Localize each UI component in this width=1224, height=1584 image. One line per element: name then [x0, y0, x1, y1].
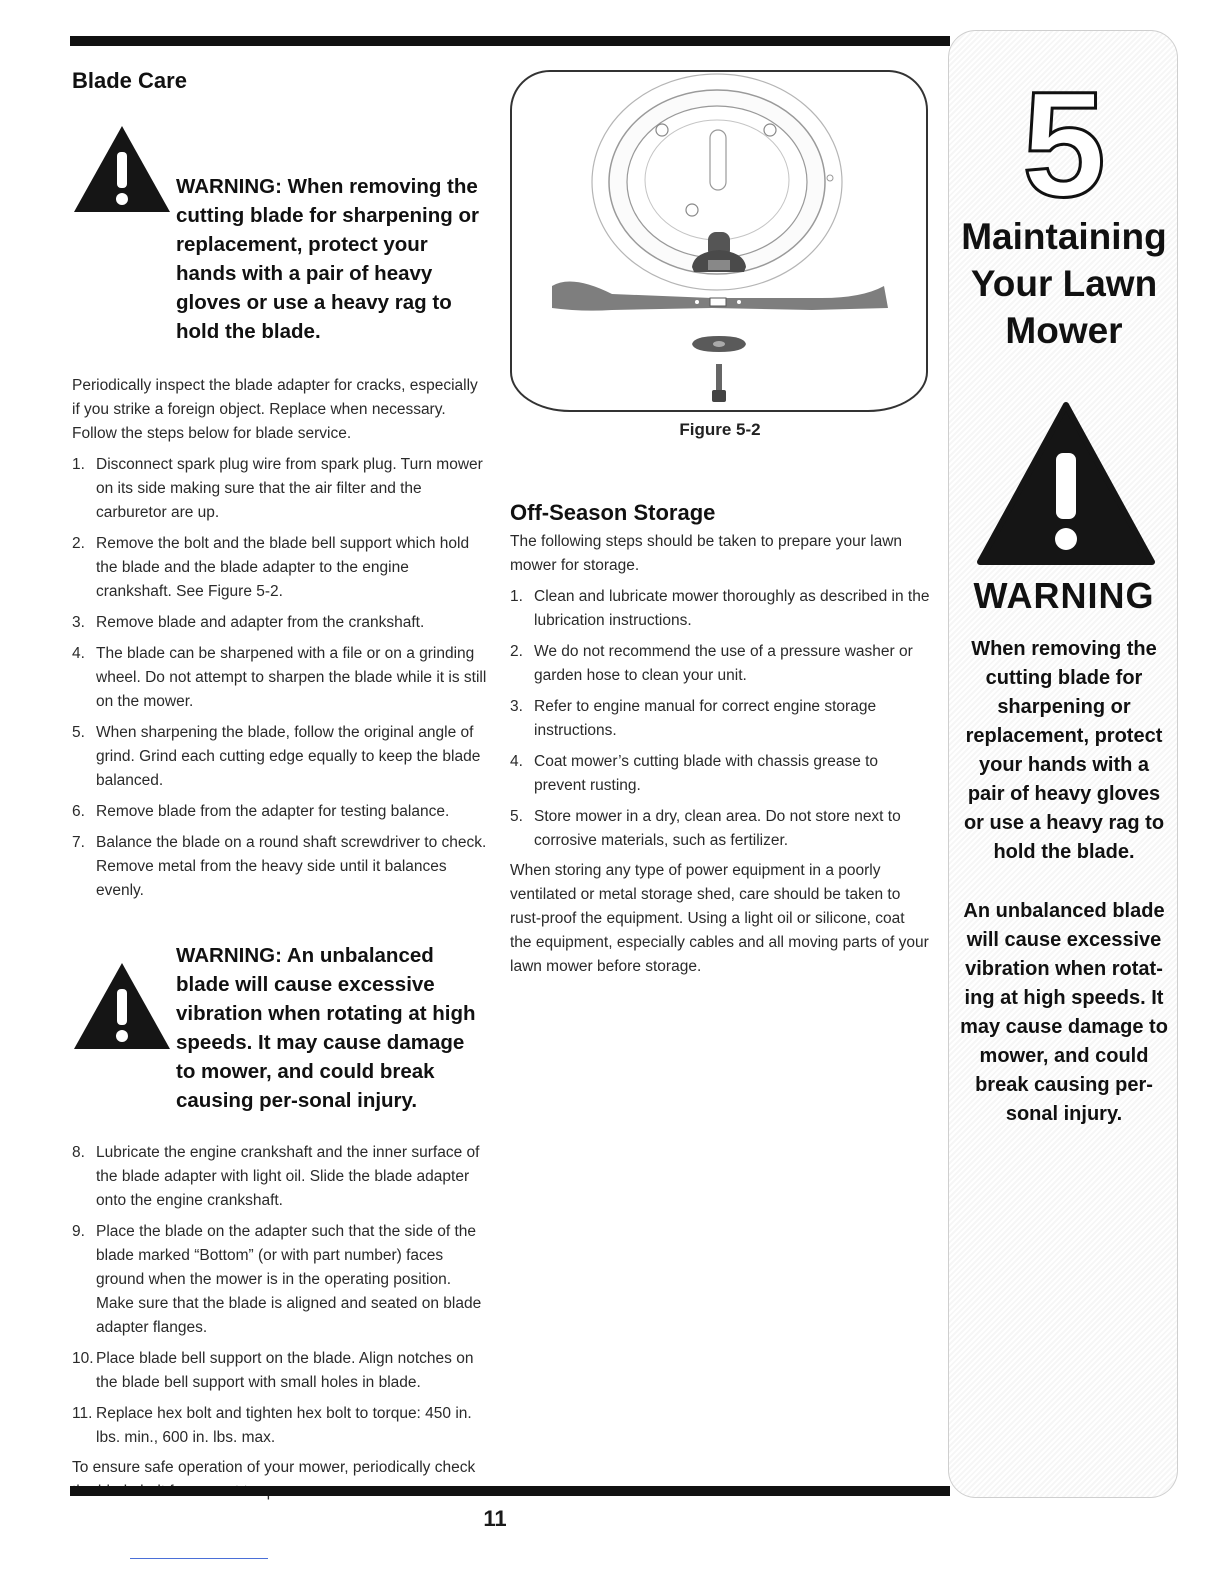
list-item-number: 1.	[510, 588, 523, 605]
list-item-text: The blade can be sharpened with a file or on a grinding wheel. Do not attempt to sharpen the blade while it is still on the mower.	[96, 645, 487, 710]
warning-triangle-icon	[72, 124, 172, 214]
warning-block-1	[72, 114, 487, 346]
off-season-intro: The following steps should be taken to prepare your lawn mower for storage.	[510, 533, 903, 574]
list-item	[72, 1402, 487, 1450]
sidebar-warning-text-1: When removing the cutting blade for sharpening or replacement, protect your hands with a pair of heavy gloves or use a heavy rag to hold the blade.	[963, 638, 1165, 863]
list-item-number: 2.	[510, 643, 523, 660]
list-item	[72, 831, 487, 903]
list-item-text: When sharpening the blade, follow the original angle of grind. Grind each cutting edge equally to keep the blade balanced.	[96, 724, 481, 789]
list-item	[72, 642, 487, 714]
list-item-number: 5.	[72, 724, 85, 741]
chapter-sidebar	[948, 30, 1178, 1498]
chapter-number: 5	[1022, 76, 1106, 206]
list-item-text: Balance the blade on a round shaft screwdriver to check. Remove metal from the heavy side until it balances evenly.	[96, 834, 487, 899]
list-item	[72, 721, 487, 793]
list-item-number: 3.	[510, 698, 523, 715]
list-item	[72, 800, 487, 824]
list-item-number: 9.	[72, 1223, 85, 1240]
list-item	[510, 695, 930, 743]
list-item	[510, 750, 930, 798]
warning-block-2	[72, 941, 487, 1115]
blade-care-heading: Blade Care	[72, 68, 187, 93]
list-item-text: Coat mower’s cutting blade with chassis grease to prevent rusting.	[534, 753, 879, 794]
page-number: 11	[483, 1506, 507, 1531]
blade-assembly-illustration	[512, 72, 928, 412]
list-item	[72, 532, 487, 604]
sidebar-warning-text-2: An unbalanced blade will cause excessive vibration when rotat-ing at high speeds. It may cause damage to mower, and could break causing per-sonal injury.	[960, 900, 1168, 1125]
blade-care-column	[72, 68, 487, 1504]
list-item-number: 4.	[72, 645, 85, 662]
blade-care-intro: Periodically inspect the blade adapter for cracks, especially if you strike a foreign object. Replace when necessary. Follow the steps below for blade service.	[72, 377, 478, 442]
storage-steps-list	[510, 585, 930, 853]
top-rule	[70, 36, 950, 46]
list-item-text: Lubricate the engine crankshaft and the inner surface of the blade adapter with light oil. Slide the blade adapter onto the engine crankshaft.	[96, 1144, 480, 1209]
chapter-title: Maintaining Your Lawn Mower	[961, 216, 1167, 351]
list-item-text: Refer to engine manual for correct engine storage instructions.	[534, 698, 877, 739]
off-season-heading: Off-Season Storage	[510, 500, 716, 525]
footer-link-underline	[130, 1558, 268, 1559]
off-season-closing: When storing any type of power equipment in a poorly ventilated or metal storage shed, care should be taken to rust-proof the equipment. Using a light oil or silicone, coat the equipment, especially cables and all moving parts of your lawn mower before storage.	[510, 862, 929, 975]
list-item-number: 5.	[510, 808, 523, 825]
list-item-number: 6.	[72, 803, 85, 820]
blade-steps-list-continued	[72, 1141, 487, 1450]
list-item	[510, 640, 930, 688]
list-item-number: 4.	[510, 753, 523, 770]
list-item	[72, 1220, 487, 1340]
list-item	[72, 453, 487, 525]
figure-caption: Figure 5-2	[679, 420, 761, 439]
blade-steps-list	[72, 453, 487, 903]
list-item-text: We do not recommend the use of a pressure washer or garden hose to clean your unit.	[534, 643, 913, 684]
list-item-text: Remove blade and adapter from the crankshaft.	[96, 614, 425, 631]
warning-text-1: WARNING: When removing the cutting blade for sharpening or replacement, protect your hands with a pair of heavy gloves or use a heavy rag to hold the blade.	[176, 175, 479, 343]
list-item-number: 7.	[72, 834, 85, 851]
bottom-rule	[70, 1486, 950, 1496]
warning-triangle-icon	[976, 401, 1156, 566]
list-item-text: Clean and lubricate mower thoroughly as described in the lubrication instructions.	[534, 588, 930, 629]
chapter-number-graphic	[949, 76, 1178, 206]
blade-care-closing: To ensure safe operation of your mower, periodically check	[72, 1459, 476, 1476]
warning-triangle-icon	[72, 961, 172, 1051]
list-item	[510, 585, 930, 633]
list-item-text: Remove blade from the adapter for testing balance.	[96, 803, 450, 820]
list-item-number: 11.	[72, 1405, 93, 1422]
blade-assembly-figure	[510, 70, 928, 412]
list-item-text: Remove the bolt and the blade bell support which hold the blade and the blade adapter to the engine crankshaft. See Figure 5-2.	[96, 535, 470, 600]
list-item-text: Replace hex bolt and tighten hex bolt to torque: 450 in. lbs. min., 600 in. lbs. max.	[96, 1405, 472, 1446]
list-item-number: 3.	[72, 614, 85, 631]
list-item-text: Place blade bell support on the blade. Align notches on the blade bell support with small holes in blade.	[96, 1350, 474, 1391]
list-item-number: 1.	[72, 456, 85, 473]
warning-text-2: WARNING: An unbalanced blade will cause excessive vibration when rotating at high speeds. It may cause damage to mower, and could break causing per-sonal injury.	[176, 944, 476, 1112]
middle-column	[510, 70, 930, 979]
list-item-number: 2.	[72, 535, 85, 552]
list-item	[72, 1347, 487, 1395]
list-item-text: Store mower in a dry, clean area. Do not store next to corrosive materials, such as fertilizer.	[534, 808, 901, 849]
list-item-text: Place the blade on the adapter such that the side of the blade marked “Bottom” (or with part number) faces ground when the mower is in the operating position. Make sure that the blade is aligned and seated on blade adapter flanges.	[96, 1223, 482, 1336]
list-item	[72, 611, 487, 635]
list-item-number: 10.	[72, 1350, 94, 1367]
sidebar-warning-heading: WARNING	[973, 575, 1155, 616]
list-item	[72, 1141, 487, 1213]
list-item	[510, 805, 930, 853]
list-item-text: Disconnect spark plug wire from spark plug. Turn mower on its side making sure that the air filter and the carburetor are up.	[96, 456, 483, 521]
list-item-number: 8.	[72, 1144, 85, 1161]
